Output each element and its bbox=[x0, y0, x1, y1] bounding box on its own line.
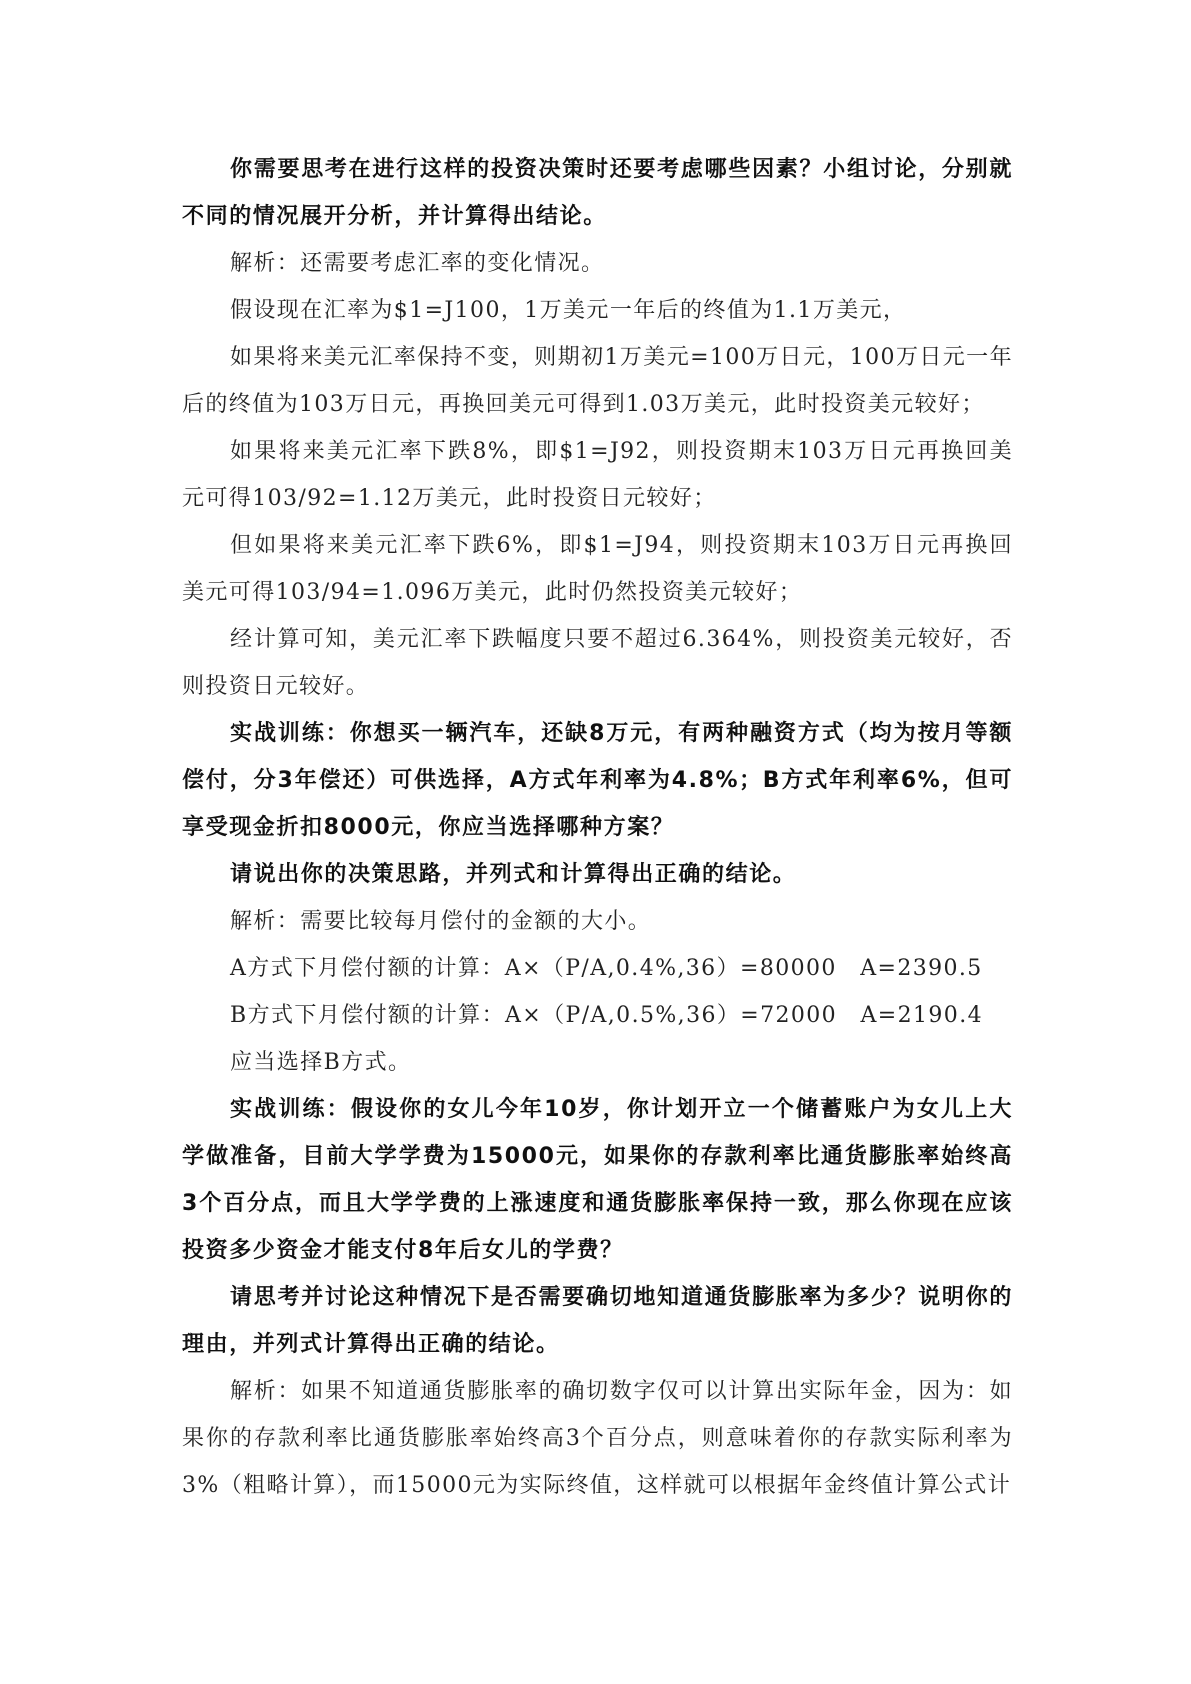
paragraph-exercise-car-loan: 实战训练：你想买一辆汽车，还缺8万元，有两种融资方式（均为按月等额偿付，分3年偿还）可供选择，A方式年利率为4.8%；B方式年利率6%，但可享受现金折扣8000元，你应当选择哪种方案？ bbox=[182, 721, 1013, 840]
paragraph-calc-option-b: B方式下月偿付额的计算：A×（P/A,0.5%,36）=72000 A=2190.4 bbox=[230, 1003, 983, 1028]
paragraph-exercise-tuition: 实战训练：假设你的女儿今年10岁，你计划开立一个储蓄账户为女儿上大学做准备，目前大学学费为15000元，如果你的存款利率比通货膨胀率始终高3个百分点，而且大学学费的上涨速度和通货膨胀率保持一致，那么你现在应该投资多少资金才能支付8年后女儿的学费？ bbox=[182, 1097, 1013, 1263]
paragraph-calc-option-a: A方式下月偿付额的计算：A×（P/A,0.4%,36）=80000 A=2390.5 bbox=[230, 956, 983, 981]
paragraph-analysis-intro: 解析：还需要考虑汇率的变化情况。 bbox=[230, 251, 605, 276]
paragraph-conclusion-threshold: 经计算可知，美元汇率下跌幅度只要不超过6.364%，则投资美元较好，否则投资日元较好。 bbox=[182, 627, 1013, 699]
paragraph-analysis-real-rate: 解析：如果不知道通货膨胀率的确切数字仅可以计算出实际年金，因为：如果你的存款利率比通货膨胀率始终高3个百分点，则意味着你的存款实际利率为3%（粗略计算），而15000元为实际终值，这样就可以根据年金终值计算公式计 bbox=[182, 1379, 1013, 1498]
paragraph-choose-b: 应当选择B方式。 bbox=[230, 1050, 412, 1075]
document-body bbox=[182, 146, 1013, 1509]
paragraph-question-decision: 请说出你的决策思路，并列式和计算得出正确的结论。 bbox=[230, 862, 797, 887]
paragraph-exchange-rate-assumption: 假设现在汇率为$1=J100，1万美元一年后的终值为1.1万美元， bbox=[230, 298, 907, 323]
paragraph-rate-drop-6: 但如果将来美元汇率下跌6%，即$1=J94，则投资期末103万日元再换回美元可得103/94=1.096万美元，此时仍然投资美元较好； bbox=[182, 533, 1013, 605]
paragraph-rate-drop-8: 如果将来美元汇率下跌8%，即$1=J92，则投资期末103万日元再换回美元可得103/92=1.12万美元，此时投资日元较好； bbox=[182, 439, 1013, 511]
paragraph-question-inflation: 请思考并讨论这种情况下是否需要确切地知道通货膨胀率为多少？说明你的理由，并列式计算得出正确的结论。 bbox=[182, 1285, 1013, 1357]
paragraph-rate-unchanged: 如果将来美元汇率保持不变，则期初1万美元=100万日元，100万日元一年后的终值为103万日元，再换回美元可得到1.03万美元，此时投资美元较好； bbox=[182, 345, 1013, 417]
paragraph-analysis-compare: 解析：需要比较每月偿付的金额的大小。 bbox=[230, 909, 652, 934]
paragraph-question-investment-factors: 你需要思考在进行这样的投资决策时还要考虑哪些因素？小组讨论，分别就不同的情况展开分析，并计算得出结论。 bbox=[182, 157, 1013, 229]
